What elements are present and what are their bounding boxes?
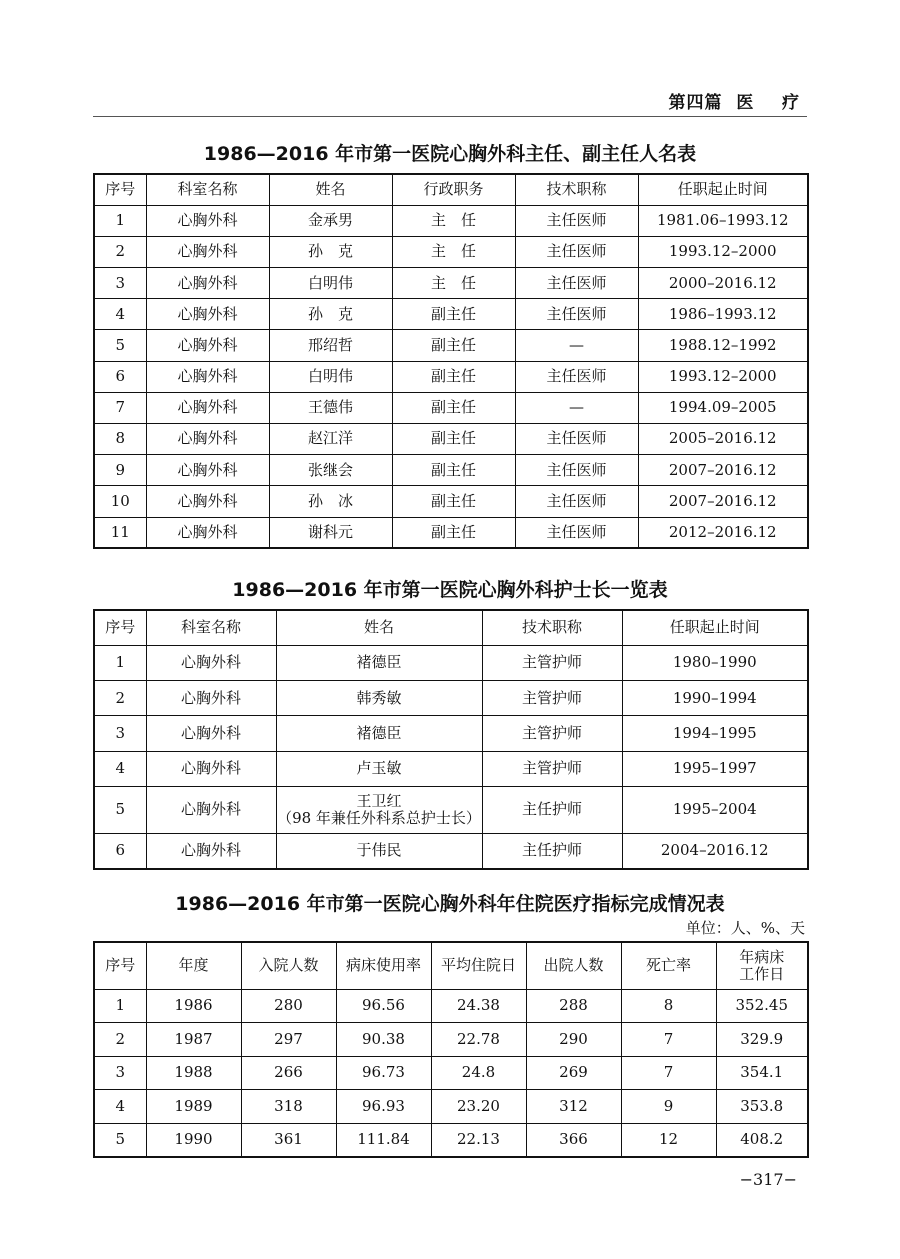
section-header: 第四篇 医 疗 (668, 93, 800, 113)
table-cell: 1987 (146, 1023, 241, 1057)
table-cell: 6 (94, 833, 146, 868)
table-row (94, 330, 808, 361)
table-row (94, 989, 808, 1023)
table-row (94, 786, 808, 833)
table-cell: 主任医师 (515, 517, 638, 548)
column-header-line: 工作日 (739, 964, 785, 983)
directors-table (93, 173, 809, 549)
table-cell: 1995–1997 (622, 751, 808, 786)
table-cell: 心胸外科 (146, 455, 269, 486)
table-cell: 1990 (146, 1123, 241, 1157)
table-cell: 褚德臣 (276, 645, 482, 680)
table-cell: — (515, 392, 638, 423)
table-cell: 269 (526, 1056, 621, 1090)
head-nurses-table-body (94, 645, 808, 868)
table-cell: 心胸外科 (146, 751, 276, 786)
table-cell: 心胸外科 (146, 236, 269, 267)
table-cell: 主任医师 (515, 486, 638, 517)
table-cell: 谢科元 (269, 517, 392, 548)
table-row (94, 1056, 808, 1090)
table-cell: 1986 (146, 989, 241, 1023)
table-cell: 1 (94, 989, 146, 1023)
table-row (94, 1090, 808, 1124)
table-cell: 副主任 (392, 424, 515, 455)
table-cell: 心胸外科 (146, 361, 269, 392)
table-row (94, 751, 808, 786)
table-cell: 王德伟 (269, 392, 392, 423)
table-cell: 张继会 (269, 455, 392, 486)
table-cell: 12 (621, 1123, 716, 1157)
table-row (94, 236, 808, 267)
table-row (94, 1123, 808, 1157)
table-cell: 5 (94, 330, 146, 361)
table-cell: 白明伟 (269, 361, 392, 392)
table-cell: 90.38 (336, 1023, 431, 1057)
table-cell: 8 (621, 989, 716, 1023)
directors-table-body (94, 205, 808, 548)
column-header (716, 942, 808, 989)
table3-title: 1986—2016 年市第一医院心胸外科年住院医疗指标完成情况表 (175, 893, 725, 915)
column-header: 科室名称 (146, 174, 269, 205)
table-cell: 111.84 (336, 1123, 431, 1157)
table-cell: 孙 克 (269, 236, 392, 267)
column-header: 序号 (94, 610, 146, 645)
table-cell: 心胸外科 (146, 392, 269, 423)
table-cell: — (515, 330, 638, 361)
table-row (94, 299, 808, 330)
table-cell: 卢玉敏 (276, 751, 482, 786)
table-cell: 22.13 (431, 1123, 526, 1157)
table-cell: 1988.12–1992 (638, 330, 808, 361)
table-cell: 副主任 (392, 455, 515, 486)
table-cell: 主任医师 (515, 299, 638, 330)
table-header-row (94, 610, 808, 645)
table-cell: 361 (241, 1123, 336, 1157)
table-cell: 329.9 (716, 1023, 808, 1057)
table-cell: 352.45 (716, 989, 808, 1023)
table-cell: 23.20 (431, 1090, 526, 1124)
table-cell: 22.78 (431, 1023, 526, 1057)
table-cell: 266 (241, 1056, 336, 1090)
name-note: （98 年兼任外科系总护士长） (277, 808, 481, 827)
table-cell: 副主任 (392, 486, 515, 517)
table-cell: 心胸外科 (146, 299, 269, 330)
table-row (94, 681, 808, 716)
table-cell: 主 任 (392, 236, 515, 267)
column-header: 科室名称 (146, 610, 276, 645)
table-cell: 1990–1994 (622, 681, 808, 716)
table-cell: 主任医师 (515, 268, 638, 299)
table-row (94, 424, 808, 455)
table-cell: 2 (94, 236, 146, 267)
table-cell: 318 (241, 1090, 336, 1124)
table-cell: 心胸外科 (146, 681, 276, 716)
table-cell: 心胸外科 (146, 716, 276, 751)
table-cell: 2005–2016.12 (638, 424, 808, 455)
name-text: 王卫红 (356, 791, 402, 810)
table-row (94, 455, 808, 486)
table-cell: 1993.12–2000 (638, 236, 808, 267)
header-rule (93, 116, 807, 117)
table-cell: 主任医师 (515, 455, 638, 486)
table-row (94, 268, 808, 299)
table-cell: 韩秀敏 (276, 681, 482, 716)
table-cell: 7 (621, 1023, 716, 1057)
table-cell: 354.1 (716, 1056, 808, 1090)
table-cell: 孙 克 (269, 299, 392, 330)
table-cell: 主管护师 (482, 681, 622, 716)
table-cell: 288 (526, 989, 621, 1023)
table-cell: 副主任 (392, 361, 515, 392)
table-cell: 5 (94, 786, 146, 833)
table-cell: 1993.12–2000 (638, 361, 808, 392)
column-header: 任职起止时间 (638, 174, 808, 205)
table-cell: 1989 (146, 1090, 241, 1124)
table-cell: 白明伟 (269, 268, 392, 299)
table-cell: 主任医师 (515, 424, 638, 455)
table-cell: 2007–2016.12 (638, 486, 808, 517)
table-cell: 280 (241, 989, 336, 1023)
table-cell: 褚德臣 (276, 716, 482, 751)
table-cell: 96.73 (336, 1056, 431, 1090)
table-cell: 2007–2016.12 (638, 455, 808, 486)
table-cell: 297 (241, 1023, 336, 1057)
table1-title: 1986—2016 年市第一医院心胸外科主任、副主任人名表 (203, 143, 697, 165)
table-cell: 副主任 (392, 392, 515, 423)
table-cell: 2012–2016.12 (638, 517, 808, 548)
table-cell: 副主任 (392, 299, 515, 330)
table-row (94, 716, 808, 751)
table-cell: 心胸外科 (146, 517, 269, 548)
table-cell: 2000–2016.12 (638, 268, 808, 299)
table-cell: 11 (94, 517, 146, 548)
table-cell: 1 (94, 205, 146, 236)
table-cell: 赵江洋 (269, 424, 392, 455)
table-cell: 心胸外科 (146, 424, 269, 455)
column-header: 任职起止时间 (622, 610, 808, 645)
table-row (94, 1023, 808, 1057)
table-row (94, 645, 808, 680)
table-row (94, 833, 808, 868)
table-cell: 副主任 (392, 517, 515, 548)
column-header: 死亡率 (621, 942, 716, 989)
table-cell: 主任护师 (482, 833, 622, 868)
table-cell: 312 (526, 1090, 621, 1124)
table-cell: 心胸外科 (146, 486, 269, 517)
table-row (94, 392, 808, 423)
table-cell: 10 (94, 486, 146, 517)
table-cell: 主任医师 (515, 205, 638, 236)
column-header: 病床使用率 (336, 942, 431, 989)
table-cell: 24.8 (431, 1056, 526, 1090)
table-header-row (94, 174, 808, 205)
table-cell: 4 (94, 1090, 146, 1124)
table-cell: 副主任 (392, 330, 515, 361)
table-cell: 24.38 (431, 989, 526, 1023)
table-cell: 主任医师 (515, 361, 638, 392)
table-cell: 7 (94, 392, 146, 423)
table-cell: 2 (94, 681, 146, 716)
table-cell: 1995–2004 (622, 786, 808, 833)
table-cell: 1 (94, 645, 146, 680)
table-cell: 孙 冰 (269, 486, 392, 517)
table-cell: 3 (94, 716, 146, 751)
table-cell: 4 (94, 751, 146, 786)
table-cell: 心胸外科 (146, 645, 276, 680)
table-cell: 2004–2016.12 (622, 833, 808, 868)
table-cell: 4 (94, 299, 146, 330)
table-row (94, 517, 808, 548)
table-cell: 8 (94, 424, 146, 455)
column-header: 姓名 (269, 174, 392, 205)
table-row (94, 361, 808, 392)
table-cell: 主任护师 (482, 786, 622, 833)
table2-title: 1986—2016 年市第一医院心胸外科护士长一览表 (232, 579, 668, 601)
table-cell: 2 (94, 1023, 146, 1057)
table-cell: 心胸外科 (146, 833, 276, 868)
column-header: 出院人数 (526, 942, 621, 989)
table-cell: 9 (621, 1090, 716, 1124)
unit-note: 单位：人、%、天 (685, 919, 805, 937)
table-cell: 主管护师 (482, 716, 622, 751)
table-cell: 主 任 (392, 268, 515, 299)
column-header: 平均住院日 (431, 942, 526, 989)
head-nurses-table (93, 609, 809, 870)
table-cell: 290 (526, 1023, 621, 1057)
table-cell: 1988 (146, 1056, 241, 1090)
table-cell: 主管护师 (482, 645, 622, 680)
column-header: 技术职称 (515, 174, 638, 205)
table-cell: 心胸外科 (146, 268, 269, 299)
table-cell: 1980–1990 (622, 645, 808, 680)
table-cell: 9 (94, 455, 146, 486)
table-cell: 1994–1995 (622, 716, 808, 751)
table-cell: 主管护师 (482, 751, 622, 786)
table-cell: 1981.06–1993.12 (638, 205, 808, 236)
table-cell: 于伟民 (276, 833, 482, 868)
table-row (94, 486, 808, 517)
table-cell: 7 (621, 1056, 716, 1090)
page-number: −317− (739, 1170, 797, 1189)
column-header: 行政职务 (392, 174, 515, 205)
table-cell: 1994.09–2005 (638, 392, 808, 423)
table-cell (276, 786, 482, 833)
column-header: 入院人数 (241, 942, 336, 989)
column-header: 年度 (146, 942, 241, 989)
table-cell: 主 任 (392, 205, 515, 236)
table-cell: 96.93 (336, 1090, 431, 1124)
column-header-line: 年病床 (739, 947, 785, 966)
table-header-row (94, 942, 808, 989)
column-header: 姓名 (276, 610, 482, 645)
table-cell: 3 (94, 268, 146, 299)
table-cell: 6 (94, 361, 146, 392)
table-cell: 5 (94, 1123, 146, 1157)
column-header: 技术职称 (482, 610, 622, 645)
table-row (94, 205, 808, 236)
table-cell: 金承男 (269, 205, 392, 236)
column-header: 序号 (94, 174, 146, 205)
inpatient-indicators-table-body (94, 989, 808, 1157)
table-cell: 主任医师 (515, 236, 638, 267)
table-cell: 366 (526, 1123, 621, 1157)
table-cell: 353.8 (716, 1090, 808, 1124)
table-cell: 408.2 (716, 1123, 808, 1157)
table-cell: 心胸外科 (146, 205, 269, 236)
inpatient-indicators-table (93, 941, 809, 1158)
table-cell: 3 (94, 1056, 146, 1090)
table-cell: 邢绍哲 (269, 330, 392, 361)
table-cell: 1986–1993.12 (638, 299, 808, 330)
column-header: 序号 (94, 942, 146, 989)
table-cell: 96.56 (336, 989, 431, 1023)
table-cell: 心胸外科 (146, 786, 276, 833)
table-cell: 心胸外科 (146, 330, 269, 361)
